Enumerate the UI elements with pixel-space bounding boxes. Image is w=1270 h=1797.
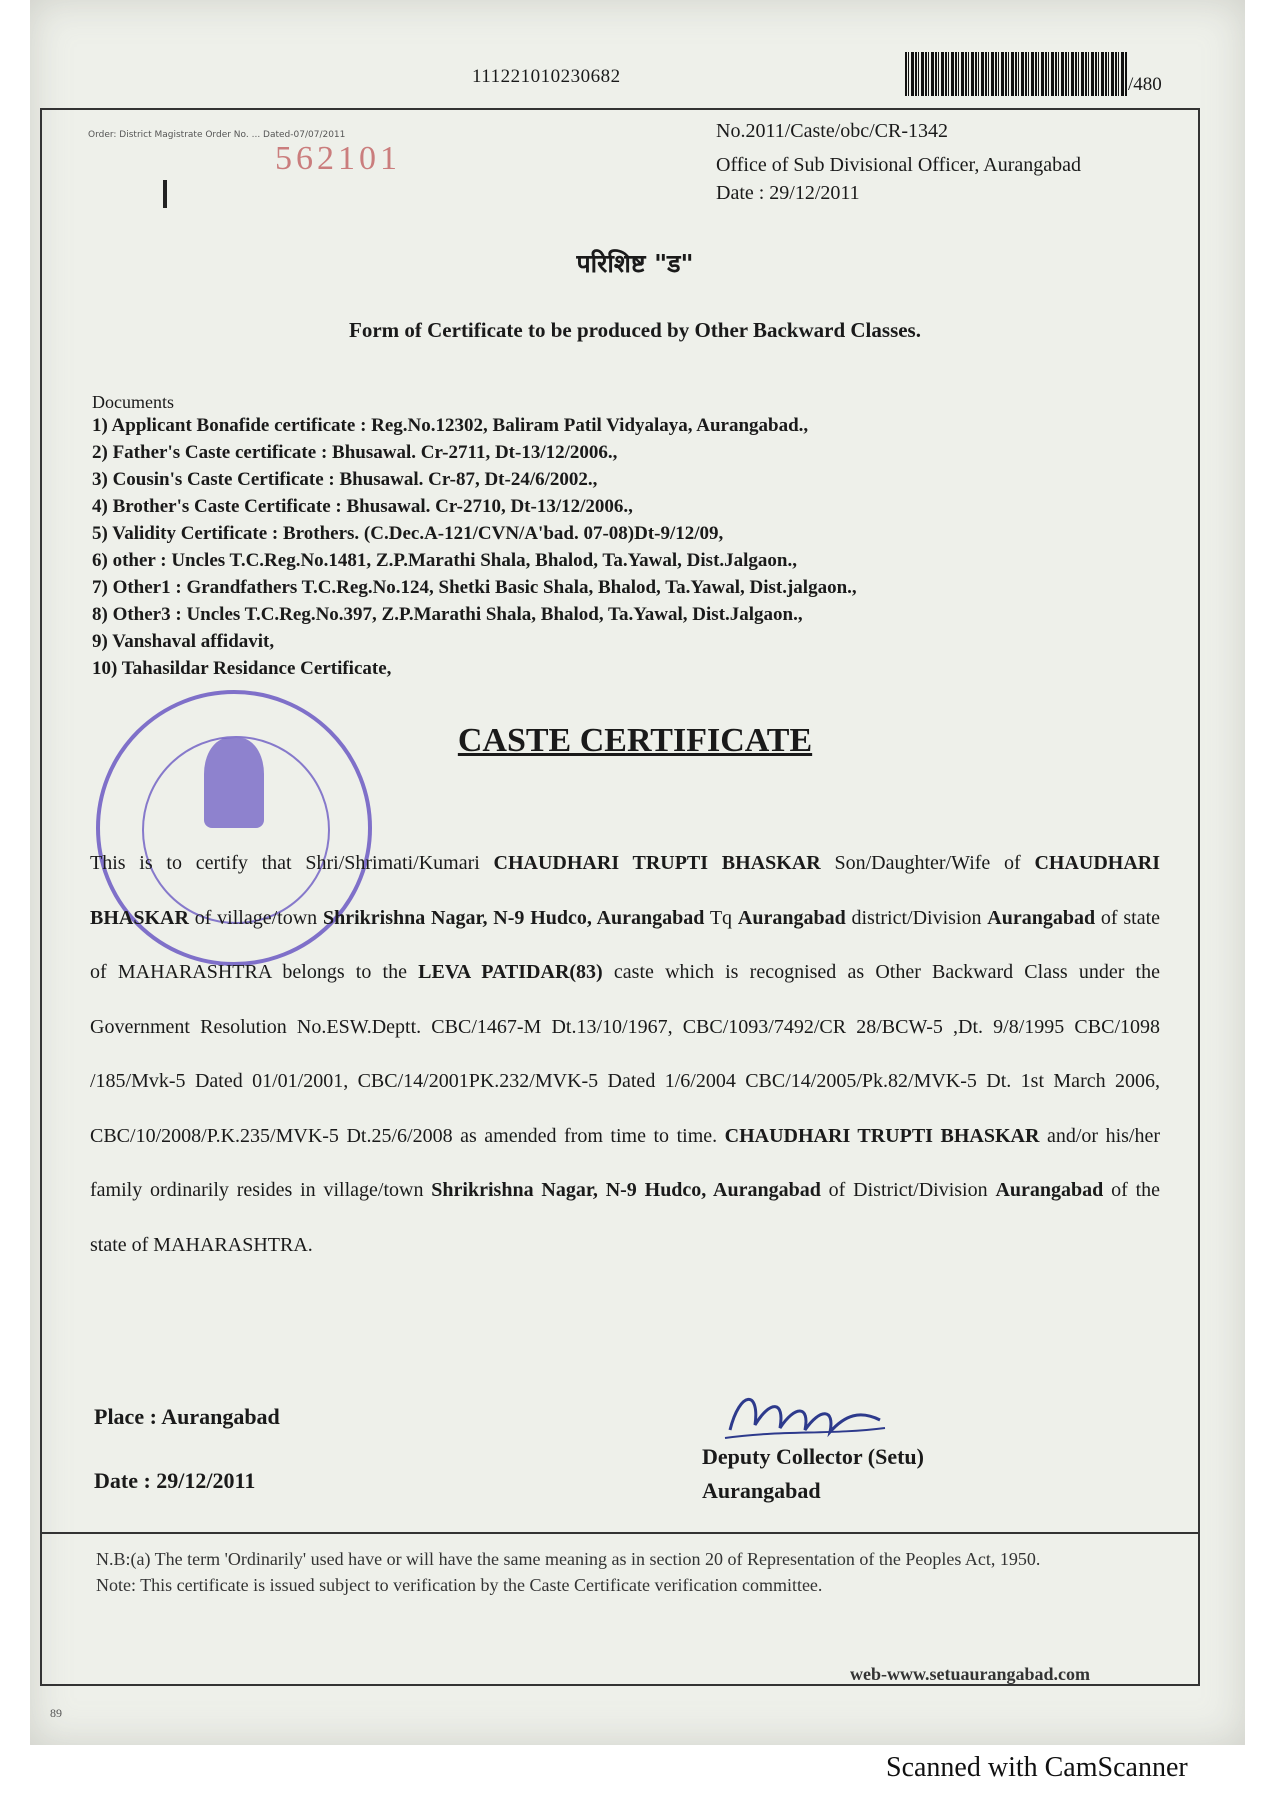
notes <box>96 1546 1166 1598</box>
district: Aurangabad <box>995 1179 1104 1201</box>
body-text: of village/town <box>188 906 323 929</box>
document-item: 10) Tahasildar Residance Certificate, <box>92 658 392 679</box>
mark <box>163 180 167 208</box>
scanner-watermark: Scanned with CamScanner <box>886 1752 1188 1783</box>
signing-date: Date : 29/12/2011 <box>94 1468 256 1493</box>
certificate-body <box>90 836 1160 1272</box>
documents-list <box>92 412 1092 682</box>
document-item: 2) Father's Caste certificate : Bhusawal. Cr-2711, Dt-13/12/2006., <box>92 442 618 463</box>
barcode <box>905 52 1127 96</box>
documents-heading: Documents <box>92 392 174 412</box>
document-item: 4) Brother's Caste Certificate : Bhusawal. Cr-2710, Dt-13/12/2006., <box>92 496 633 517</box>
page-number: 89 <box>50 1706 62 1720</box>
document-item: 1) Applicant Bonafide certificate : Reg.No.12302, Baliram Patil Vidyalaya, Aurangabad., <box>92 415 809 436</box>
taluka: Aurangabad <box>737 906 846 929</box>
place: Place : Aurangabad <box>94 1404 280 1429</box>
document-item: 7) Other1 : Grandfathers T.C.Reg.No.124, Shetki Basic Shala, Bhalod, Ta.Yawal, Dist.jalgaon., <box>92 577 857 598</box>
address: Shrikrishna Nagar, N-9 Hudco, Aurangabad <box>322 906 705 929</box>
body-text: of District/Division <box>820 1179 996 1201</box>
divider <box>42 1532 1198 1534</box>
order-line: Order: District Magistrate Order No. ... Dated-07/07/2011 <box>88 130 346 140</box>
note-verification: Note: This certificate is issued subject to verification by the Caste Certificate verification committee. <box>96 1575 823 1595</box>
page-total: /480 <box>1128 74 1162 95</box>
document-item: 9) Vanshaval affidavit, <box>92 631 275 652</box>
form-title: Form of Certificate to be produced by Other Backward Classes. <box>349 318 921 342</box>
appendix-heading: परिशिष्ट "ड" <box>576 249 694 278</box>
body-text: Tq <box>704 906 738 929</box>
body-text: This is to certify that Shri/Shrimati/Kumari <box>90 852 494 874</box>
body-text: and/or his/her family ordinarily resides in village/town <box>90 1124 1160 1201</box>
body-text: Son/Daughter/Wife of <box>820 852 1035 874</box>
body-text: caste which is recognised as Other Backward Class under the Government Resolution No.ESW.Deptt. CBC/1467-M Dt.13/10/1967, CBC/1093/7492/CR 28/BCW-5 ,Dt. 9/8/1995 CBC/1098 /185/Mvk-5 Dated 01/01/2001, CBC/14/2001PK.232/MVK-5 Dated 1/6/2004 CBC/14/2005/Pk.82/MVK-5 Dt. 1st March 2006, CBC/10/2008/P.K.235/MVK-5 Dt.25/6/2008 as amended from time to time. <box>90 961 1160 1147</box>
body-text: of the state of MAHARASHTRA. <box>90 1179 1161 1256</box>
signatory-title: Deputy Collector (Setu) <box>702 1444 924 1469</box>
issuing-office: Office of Sub Divisional Officer, Aurangabad <box>716 154 1082 176</box>
issue-date: Date : 29/12/2011 <box>716 182 860 204</box>
document-item: 8) Other3 : Uncles T.C.Reg.No.397, Z.P.Marathi Shala, Bhalod, Ta.Yawal, Dist.Jalgaon., <box>92 604 803 625</box>
applicant-name: CHAUDHARI TRUPTI BHASKAR <box>493 852 821 874</box>
website: web-www.setuaurangabad.com <box>850 1664 1091 1684</box>
parent-name: CHAUDHARI BHASKAR <box>90 852 1160 929</box>
body-text: of state of MAHARASHTRA belongs to the <box>90 906 1161 983</box>
document-item: 3) Cousin's Caste Certificate : Bhusawal. Cr-87, Dt-24/6/2002., <box>92 469 598 490</box>
document-item: 6) other : Uncles T.C.Reg.No.1481, Z.P.Marathi Shala, Bhalod, Ta.Yawal, Dist.Jalgaon., <box>92 550 798 571</box>
document-item: 5) Validity Certificate : Brothers. (C.Dec.A-121/CVN/A'bad. 07-08)Dt-9/12/09, <box>92 523 724 544</box>
address: Shrikrishna Nagar, N-9 Hudco, Aurangabad <box>431 1179 821 1201</box>
body-text: district/Division <box>845 906 988 929</box>
signatory <box>702 1440 924 1508</box>
applicant-name: CHAUDHARI TRUPTI BHASKAR <box>724 1124 1040 1147</box>
caste: LEVA PATIDAR(83) <box>418 961 603 983</box>
note-definition: N.B:(a) The term 'Ordinarily' used have or will have the same meaning as in section 20 of Representation of the Peoples Act, 1950. <box>96 1549 1041 1569</box>
certificate-title: CASTE CERTIFICATE <box>457 722 813 759</box>
certificate-number: No.2011/Caste/obc/CR-1342 <box>716 120 949 142</box>
serial-number: 111221010230682 <box>472 66 621 87</box>
registration-stamp: 562101 <box>275 140 401 177</box>
signatory-place: Aurangabad <box>702 1478 821 1503</box>
district: Aurangabad <box>987 906 1096 929</box>
